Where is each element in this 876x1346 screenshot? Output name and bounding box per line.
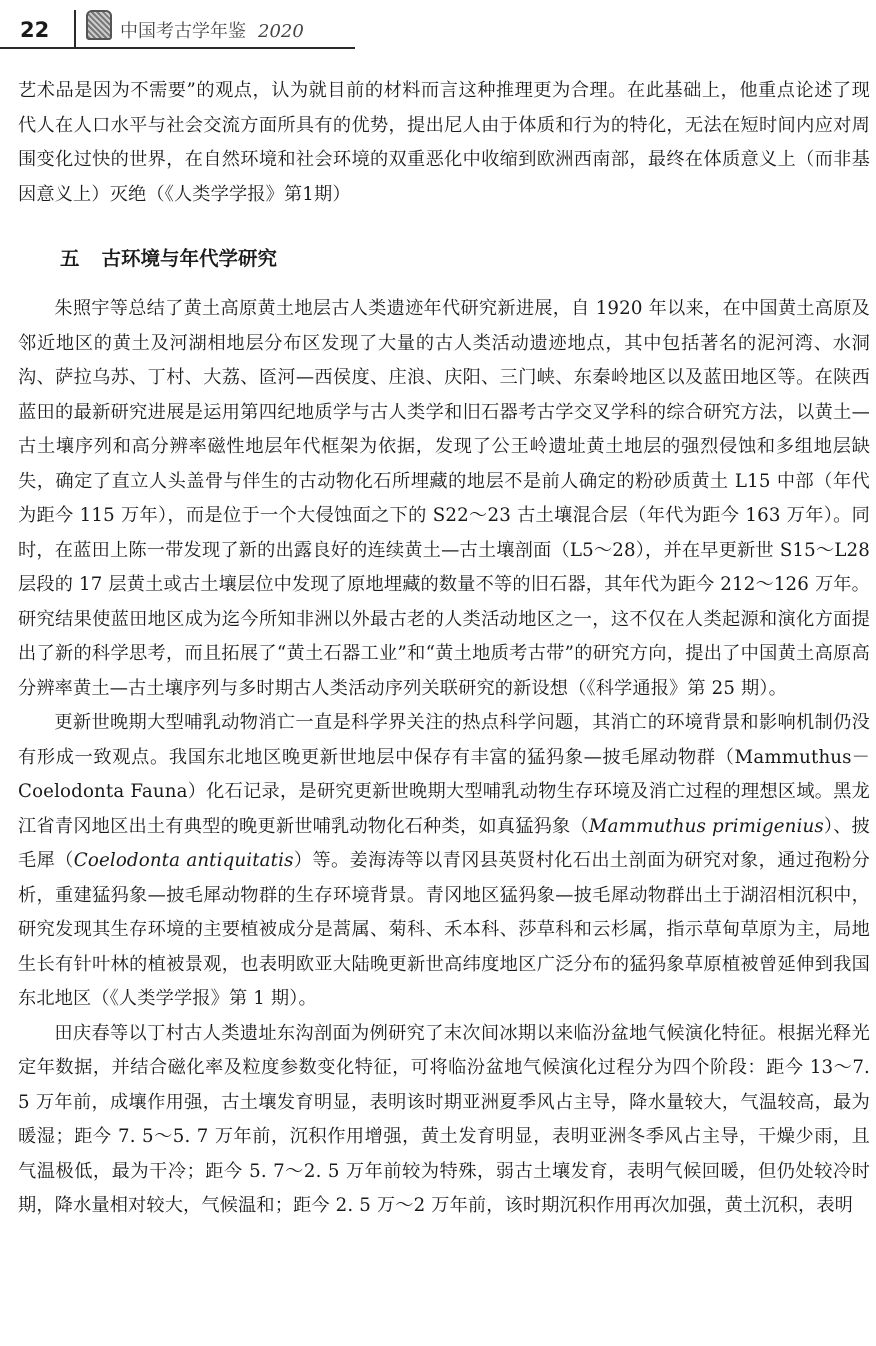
- paragraph-mammoth-fauna: [18, 706, 870, 1017]
- scientific-name: Mammuthus primigenius: [588, 815, 824, 837]
- header-divider: [74, 10, 76, 48]
- page-header: [0, 0, 876, 48]
- paragraph-text: ）等。姜海涛等以青冈县英贤村化石出土剖面为研究对象，通过孢粉分析，重建猛犸象—披毛犀动物群的生存环境背景。青冈地区猛犸象—披毛犀动物群出土于湖沼相沉积中，研究发现其生存环境的主要植被成分是蒿属、菊科、禾本科、莎草科和云杉属，指示草甸草原为主，局地生长有针叶林的植被景观，也表明欧亚大陆晚更新世高纬度地区广泛分布的猛犸象草原植被曾延伸到我国东北地区（《人类学学报》第 1 期）。: [18, 850, 870, 1009]
- page-body: [18, 74, 870, 1224]
- paragraph-text: 更新世晚期大型哺乳动物消亡一直是科学界关注的热点科学问题，其消亡的环境背景和影响机制仍没有形成一致观点。我国东北地区晚更新世地层中保存有丰富的猛犸象—披毛犀动物群（Mammuthus－Coelodonta Fauna）化石记录，是研究更新世晚期大型哺乳动物生存环境及消亡过程的理想区域。黑龙江省青冈地区出土有典型的晚更新世哺乳动物化石种类，如真猛犸象（: [18, 712, 870, 837]
- scientific-name: Coelodonta antiquitatis: [73, 850, 294, 871]
- paragraph-continued: 艺术品是因为不需要”的观点，认为就目前的材料而言这种推理更为合理。在此基础上，他重点论述了现代人在人口水平与社会交流方面所具有的优势，提出尼人由于体质和行为的特化，无法在短时间内应对周围变化过快的世界，在自然环境和社会环境的双重恶化中收缩到欧洲西南部，最终在体质意义上（而非基因意义上）灭绝（《人类学学报》第1期）: [18, 80, 870, 205]
- section-number: 五: [60, 247, 80, 270]
- page-number: 22: [20, 18, 50, 42]
- yearbook-logo-icon: [86, 10, 112, 40]
- section-heading: [18, 242, 870, 276]
- paragraph-loess-chronology: 朱照宇等总结了黄土高原黄土地层古人类遗迹年代研究新进展，自 1920 年以来，在中国黄土高原及邻近地区的黄土及河湖相地层分布区发现了大量的古人类活动遗迹地点，其中包括著名的泥河湾、水洞沟、萨拉乌苏、丁村、大荔、匼河—西侯度、庄浪、庆阳、三门峡、东秦岭地区以及蓝田地区等。在陕西蓝田的最新研究进展是运用第四纪地质学与古人类学和旧石器考古学交叉学科的综合研究方法，以黄土—古土壤序列和高分辨率磁性地层年代框架为依据，发现了公王岭遗址黄土地层的强烈侵蚀和多组地层缺失，确定了直立人头盖骨与伴生的古动物化石所埋藏的地层不是前人确定的粉砂质黄土 L15 中部（年代为距今 115 万年），而是位于一个大侵蚀面之下的 S22～23 古土壤混合层（年代为距今 163 万年）。同时，在蓝田上陈一带发现了新的出露良好的连续黄土—古土壤剖面（L5～28），并在早更新世 S15～L28 层段的 17 层黄土或古土壤层位中发现了原地埋藏的数量不等的旧石器，其年代为距今 212～126 万年。研究结果使蓝田地区成为迄今所知非洲以外最古老的人类活动地区之一，这不仅在人类起源和演化方面提出了新的科学思考，而且拓展了“黄土石器工业”和“黄土地质考古带”的研究方向，提出了中国黄土高原高分辨率黄土—古土壤序列与多时期古人类活动序列关联研究的新设想（《科学通报》第 25 期）。: [18, 298, 870, 699]
- paragraph-linfen-climate: 田庆春等以丁村古人类遗址东沟剖面为例研究了末次间冰期以来临汾盆地气候演化特征。根据光释光定年数据，并结合磁化率及粒度参数变化特征，可将临汾盆地气候演化过程分为四个阶段：距今 13～7. 5 万年前，成壤作用强，古土壤发育明显，表明该时期亚洲夏季风占主导，降水量较大，气温较高，最为暖湿；距今 7. 5～5. 7 万年前，沉积作用增强，黄土发育明显，表明亚洲冬季风占主导，干燥少雨，且气温极低，最为干冷；距今 5. 7～2. 5 万年前较为特殊，弱古土壤发育，表明气候回暖，但仍处较冷时期，降水量相对较大，气候温和；距今 2. 5 万～2 万年前，该时期沉积作用再次加强，黄土沉积，表明: [18, 1022, 870, 1216]
- journal-year: 2020: [258, 21, 304, 42]
- paragraph-text: ）、披毛犀（: [18, 815, 870, 871]
- section-title: 古环境与年代学研究: [101, 247, 278, 270]
- journal-title: 中国考古学年鉴: [120, 21, 246, 42]
- header-rule: [0, 47, 355, 49]
- running-head: [120, 17, 304, 43]
